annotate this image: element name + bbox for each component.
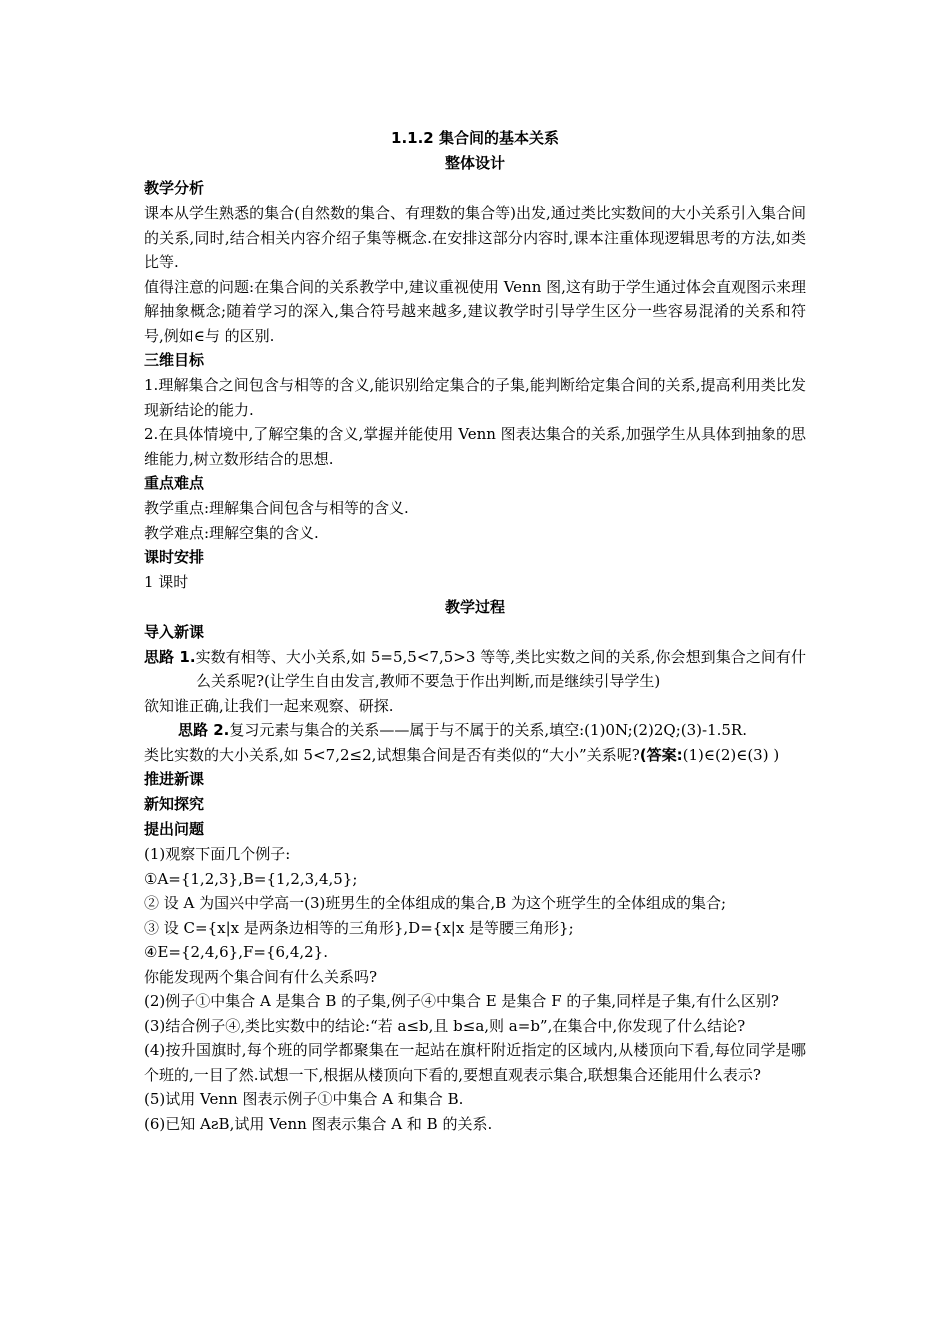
comparison-text: 类比实数的大小关系,如 5<7,2≤2,试想集合间是否有类似的“大小”关系呢? xyxy=(144,745,640,764)
lesson-title: 1.1.2 集合间的基本关系 xyxy=(391,129,559,147)
key-point: 教学重点:理解集合间包含与相等的含义. xyxy=(144,499,409,517)
explore-heading: 新知探究 xyxy=(144,795,205,813)
teaching-process-title: 教学过程 xyxy=(444,597,505,616)
idea-1-label: 思路 1. xyxy=(144,647,196,666)
goal-1: 1.理解集合之间包含与相等的含义,能识别给定集合的子集,能判断给定集合间的关系,提高利用类比发现新结论的能力. xyxy=(144,376,806,419)
example-3: ③ 设 C={x|x 是两条边相等的三角形},D={x|x 是等腰三角形}; xyxy=(144,918,574,937)
attention-paragraph: 值得注意的问题:在集合间的关系教学中,建议重视使用 Venn 图,这有助于学生通过体会直观图示来理解抽象概念;随着学习的深入,集合符号越来越多,建议教学时引导学生区分一些容易混淆的关系和符号,例如∈与 的区别. xyxy=(144,277,806,345)
goal-2: 2.在具体情境中,了解空集的含义,掌握并能使用 Venn 图表达集合的关系,加强学生从具体到抽象的思维能力,树立数形结合的思想. xyxy=(144,425,806,468)
follow-up-text: 欲知谁正确,让我们一起来观察、研探. xyxy=(144,696,394,715)
example-2: ② 设 A 为国兴中学高一(3)班男生的全体组成的集合,B 为这个班学生的全体组成的集合; xyxy=(144,894,727,912)
question-2: (2)例子①中集合 A 是集合 B 的子集,例子④中集合 E 是集合 F 的子集,同样是子集,有什么区别? xyxy=(144,992,779,1010)
idea-1-text: 实数有相等、大小关系,如 5=5,5<7,5>3 等等,类比实数之间的关系,你会想到集合之间有什么关系呢?(让学生自由发言,教师不要急于作出判断,而是继续引导学生) xyxy=(195,647,806,690)
schedule-heading: 课时安排 xyxy=(144,548,205,566)
document-body xyxy=(144,126,806,1136)
question-1: (1)观察下面几个例子: xyxy=(144,845,291,863)
difficulty-point: 教学难点:理解空集的含义. xyxy=(144,523,319,542)
overall-design-title: 整体设计 xyxy=(444,154,505,172)
new-lesson-heading: 推进新课 xyxy=(144,770,205,788)
goals-heading: 三维目标 xyxy=(144,351,205,369)
example-1: ①A={1,2,3},B={1,2,3,4,5}; xyxy=(144,869,358,888)
schedule-text: 1 课时 xyxy=(144,573,189,591)
key-points-heading: 重点难点 xyxy=(144,474,205,492)
answer-label: (答案: xyxy=(639,745,683,764)
intro-heading: 导入新课 xyxy=(144,622,205,641)
comparison-paragraph xyxy=(144,743,806,768)
idea-2-paragraph xyxy=(144,718,806,743)
question-6: (6)已知 AƨB,试用 Venn 图表示集合 A 和 B 的关系. xyxy=(144,1114,493,1133)
question-5: (5)试用 Venn 图表示例子①中集合 A 和集合 B. xyxy=(144,1090,464,1108)
question-3: (3)结合例子④,类比实数中的结论:“若 a≤b,且 b≤a,则 a=b”,在集合中,你发现了什么结论? xyxy=(144,1016,746,1035)
idea-2-text: 复习元素与集合的关系——属于与不属于的关系,填空:(1)0N;(2)2Q;(3)-1.5R. xyxy=(229,721,747,739)
answer-text: (1)∈(2)∈(3) ) xyxy=(682,745,780,764)
question-4: (4)按升国旗时,每个班的同学都聚集在一起站在旗杆附近指定的区域内,从楼顶向下看,每位同学是哪个班的,一目了然.试想一下,根据从楼顶向下看的,要想直观表示集合,联想集合还能用什么表示? xyxy=(144,1041,806,1084)
idea-2-label: 思路 2. xyxy=(178,721,230,739)
example-4: ④E={2,4,6},F={6,4,2}. xyxy=(144,943,328,961)
idea-1-paragraph xyxy=(144,645,806,694)
questions-heading: 提出问题 xyxy=(144,820,205,838)
question-1-ask: 你能发现两个集合间有什么关系吗? xyxy=(144,967,378,986)
teaching-analysis-heading: 教学分析 xyxy=(144,179,205,197)
teaching-analysis-paragraph: 课本从学生熟悉的集合(自然数的集合、有理数的集合等)出发,通过类比实数间的大小关系引入集合间的关系,同时,结合相关内容介绍子集等概念.在安排这部分内容时,课本注重体现逻辑思考的方法,如类比等. xyxy=(144,204,806,271)
